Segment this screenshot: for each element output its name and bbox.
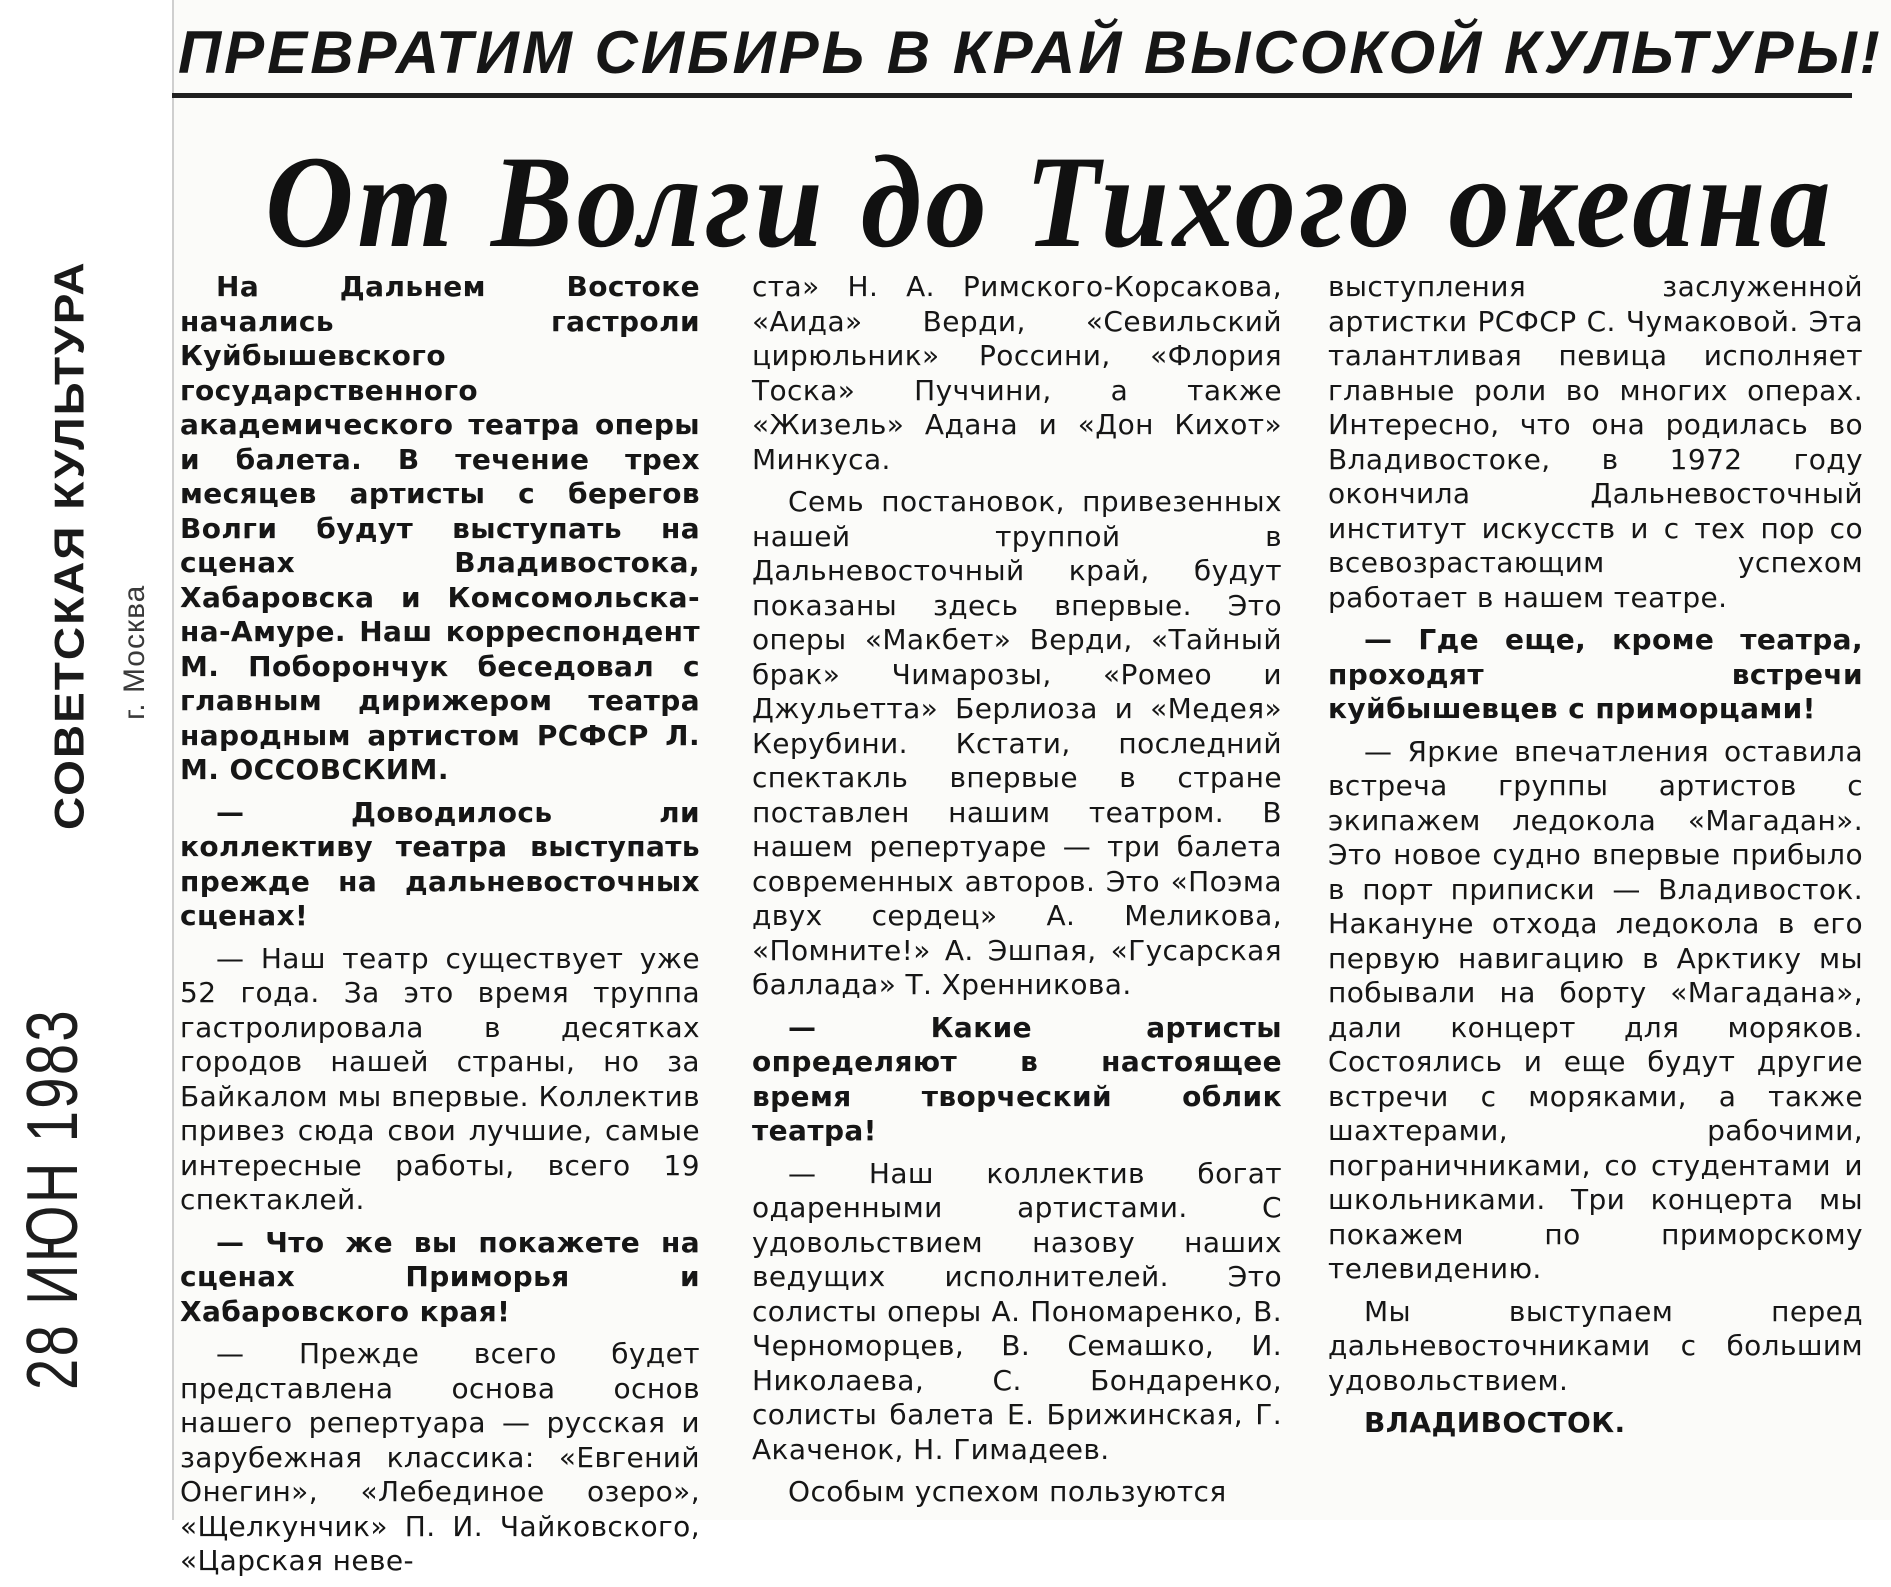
date-stamp: 28 ИЮН 1983: [13, 1007, 93, 1390]
article-column-2: [752, 270, 1282, 1518]
body-paragraph: выступления заслуженной артистки РСФСР С. Чумаковой. Эта талантливая певица исполняет главные роли во многих операх. Интересно, что она родилась во Владивостоке, в 1972 году окончила Дальневосточный институт искусств и с тех пор со всевозрастающим успехом работает в нашем театре.: [1328, 270, 1863, 614]
answer-paragraph: — Яркие впечатления оставила встреча группы артистов с экипажем ледокола «Магадан». Это новое судно впервые прибыло в порт приписки — Владивосток. Накануне отхода ледокола в его первую навигацию в Арктику мы побывали на борту «Магадана», дали концерт для моряков. Состоялись и еще будут другие встречи с моряками, а также шахтерами, рабочими, пограничниками, со студентами и школьниками. Три концерта мы покажем по приморскому телевидению.: [1328, 734, 1863, 1285]
body-paragraph: Особым успехом пользуются: [788, 1475, 1227, 1508]
dateline-signature: ВЛАДИВОСТОК.: [1364, 1406, 1626, 1439]
body-paragraph: Семь постановок, привезенных нашей труппой в Дальневосточный край, будут показаны здесь впервые. Это оперы «Макбет» Верди, «Тайный брак» Чимарозы, «Ромео и Джульетта» Берлиоза и «Медея» Керубини. Кстати, последний спектакль впервые в стране поставлен нашим театром. В нашем репертуаре — три балета современных авторов. Это «Поэма двух сердец» А. Меликова, «Помните!» А. Эшпая, «Гусарская баллада» Т. Хренникова.: [752, 485, 1282, 1001]
answer-paragraph: — Прежде всего будет представлена основа основ нашего репертуара — русская и зарубежная классика: «Евгений Онегин», «Лебединое озеро», «Щелкунчик» П. И. Чайковского, «Царская неве-: [180, 1337, 700, 1577]
question-3: — Какие артисты определяют в настоящее время творческий облик театра!: [752, 1010, 1282, 1147]
lead-paragraph: На Дальнем Востоке начались гастроли Куйбышевского государственного академического театра оперы и балета. В течение трех месяцев артисты с берегов Волги будут выступать на сценах Владивостока, Хабаровска и Комсомольска-на-Амуре. Наш корреспондент М. Поборончук беседовал с главным дирижером театра народным артистом РСФСР Л. М. ОССОВСКИМ.: [180, 270, 700, 786]
answer-paragraph: — Наш театр существует уже 52 года. За это время труппа гастролировала в десятках городов нашей страны, но за Байкалом мы впервые. Коллектив привез сюда свои лучшие, самые интересные работы, всего 19 спектаклей.: [180, 941, 700, 1216]
section-rubric: ПРЕВРАТИМ СИБИРЬ В КРАЙ ВЫСОКОЙ КУЛЬТУРЫ!: [178, 19, 1883, 86]
question-4: — Где еще, кроме театра, проходят встречи куйбышевцев с приморцами!: [1328, 623, 1863, 725]
answer-paragraph: — Наш коллектив богат одаренными артистами. С удовольствием назову наших ведущих исполнителей. Это солисты оперы А. Пономаренко, В. Черноморцев, В. Семашко, И. Николаева, С. Бондаренко, солисты балета Е. Брижинская, Г. Акаченок, Н. Гимадеев.: [752, 1156, 1282, 1466]
question-2: — Что же вы покажете на сценах Приморья и Хабаровского края!: [180, 1225, 700, 1328]
article-column-1: [180, 270, 700, 1587]
body-paragraph: Мы выступаем перед дальневосточниками с большим удовольствием.: [1328, 1294, 1863, 1397]
question-1: — Доводилось ли коллективу театра выступать прежде на дальневосточных сценах!: [180, 795, 700, 932]
body-paragraph: ста» Н. А. Римского-Корсакова, «Аида» Верди, «Севильский цирюльник» Россини, «Флория Тоска» Пуччини, а также «Жизель» Адана и «Дон Кихот» Минкуса.: [752, 270, 1282, 476]
article-headline: От Волги до Тихого океана: [265, 128, 1835, 275]
publication-stamp: СОВЕТСКАЯ КУЛЬТУРА: [45, 260, 93, 830]
article-column-3: [1328, 270, 1863, 1449]
city-stamp: г. Москва: [118, 584, 151, 720]
rubric-divider: [172, 93, 1852, 98]
